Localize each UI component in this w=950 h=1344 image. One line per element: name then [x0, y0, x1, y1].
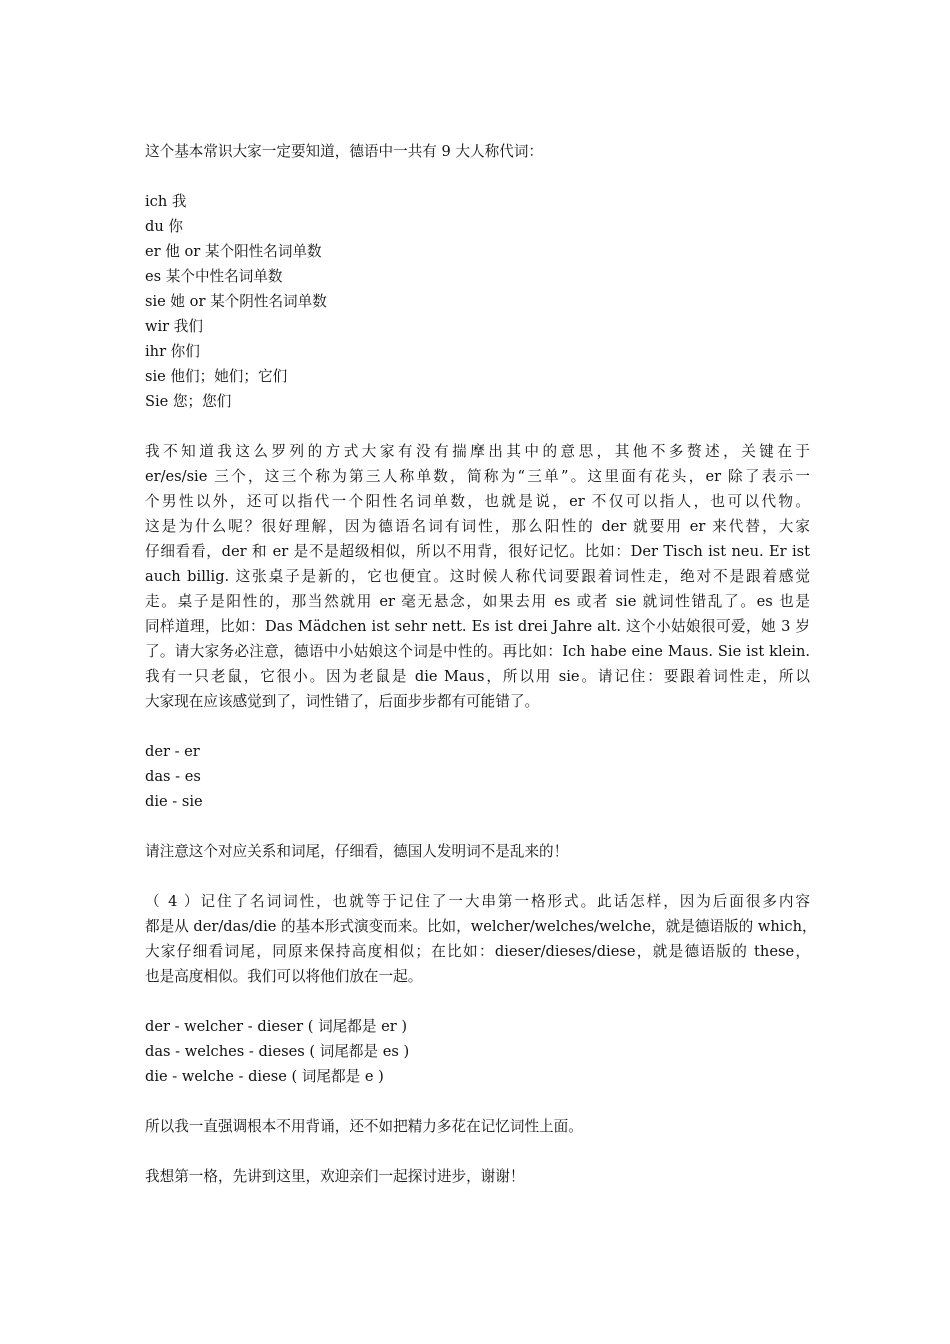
- spacer: [145, 1089, 810, 1114]
- paragraph-line: 走。桌子是阳性的，那当然就用 er 毫无悬念，如果去用 es 或者 sie 就词性错乱了。es 也是: [145, 593, 810, 610]
- note-line: 请注意这个对应关系和词尾，仔细看，德国人发明词不是乱来的！: [145, 843, 569, 860]
- spacer: [145, 814, 810, 839]
- paragraph-line: 仔细看看，der 和 er 是不是超级相似，所以不用背，很好记忆。比如：Der Tisch ist neu. Er ist: [145, 543, 810, 560]
- pronoun-item: ich 我: [145, 193, 187, 210]
- paragraph-line: （ 4 ）记住了名词词性，也就等于记住了一大串第一格形式。此话怎样，因为后面很多内容: [145, 893, 810, 910]
- article-pair-list: [145, 739, 810, 814]
- paragraph-line: 我有一只老鼠，它很小。因为老鼠是 die Maus，所以用 sie。请记住：要跟着词性走，所以: [145, 668, 810, 685]
- ending-item: das - welches - dieses ( 词尾都是 es ): [145, 1043, 410, 1060]
- paragraph-line: 我不知道我这么罗列的方式大家有没有揣摩出其中的意思，其他不多赘述，关键在于: [145, 443, 810, 460]
- conclusion-line: 所以我一直强调根本不用背诵，还不如把精力多花在记忆词性上面。: [145, 1118, 583, 1135]
- closing-line: 我想第一格，先讲到这里，欢迎亲们一起探讨进步，谢谢！: [145, 1168, 525, 1185]
- paragraph-line: 大家现在应该感觉到了，词性错了，后面步步都有可能错了。: [145, 693, 540, 710]
- pronoun-item: er 他 or 某个阳性名词单数: [145, 243, 322, 260]
- paragraph-line: auch billig. 这张桌子是新的，它也便宜。这时候人称代词要跟着词性走，绝对不是跟着感觉: [145, 568, 810, 585]
- pronoun-item: ihr 你们: [145, 343, 200, 360]
- spacer: [145, 864, 810, 889]
- pronoun-list: [145, 189, 810, 414]
- paragraph-line: 了。请大家务必注意，德语中小姑娘这个词是中性的。再比如：Ich habe eine Maus. Sie ist klein.: [145, 643, 810, 660]
- paragraph-line: 这是为什么呢？很好理解，因为德语名词有词性，那么阳性的 der 就要用 er 来代替，大家: [145, 518, 810, 535]
- article-pair: der - er: [145, 743, 200, 760]
- pronoun-item: es 某个中性名词单数: [145, 268, 283, 285]
- spacer: [145, 989, 810, 1014]
- spacer: [145, 714, 810, 739]
- pronoun-item: du 你: [145, 218, 183, 235]
- article-pair: die - sie: [145, 793, 203, 810]
- paragraph-line: 个男性以外，还可以指代一个阳性名词单数，也就是说，er 不仅可以指人，也可以代物。: [145, 493, 810, 510]
- paragraph-line: 也是高度相似。我们可以将他们放在一起。: [145, 968, 423, 985]
- intro-line: 这个基本常识大家一定要知道，德语中一共有 9 大人称代词：: [145, 143, 544, 160]
- paragraph-line: 同样道理，比如：Das Mädchen ist sehr nett. Es ist drei Jahre alt. 这个小姑娘很可爱，她 3 岁: [145, 618, 810, 635]
- spacer: [145, 1139, 810, 1164]
- paragraph-line: 大家仔细看词尾，同原来保持高度相似；在比如：dieser/dieses/diese，就是德语版的 these，: [145, 943, 810, 960]
- ending-item: die - welche - diese ( 词尾都是 e ): [145, 1068, 384, 1085]
- endings-list: [145, 1014, 810, 1089]
- spacer: [145, 164, 810, 189]
- document-body: [145, 139, 817, 1189]
- spacer: [145, 414, 810, 439]
- article-pair: das - es: [145, 768, 201, 785]
- point4-paragraph: [145, 889, 817, 989]
- pronoun-item: wir 我们: [145, 318, 203, 335]
- ending-item: der - welcher - dieser ( 词尾都是 er ): [145, 1018, 408, 1035]
- paragraph-line: 都是从 der/das/die 的基本形式演变而来。比如，welcher/welches/welche，就是德语版的 which，: [145, 918, 817, 935]
- pronoun-item: Sie 您；您们: [145, 393, 232, 410]
- paragraph-line: er/es/sie 三个，这三个称为第三人称单数，简称为“三单”。这里面有花头，er 除了表示一: [145, 468, 810, 485]
- pronoun-item: sie 她 or 某个阴性名词单数: [145, 293, 327, 310]
- pronoun-item: sie 他们；她们；它们: [145, 368, 288, 385]
- explanation-paragraph: [145, 439, 810, 714]
